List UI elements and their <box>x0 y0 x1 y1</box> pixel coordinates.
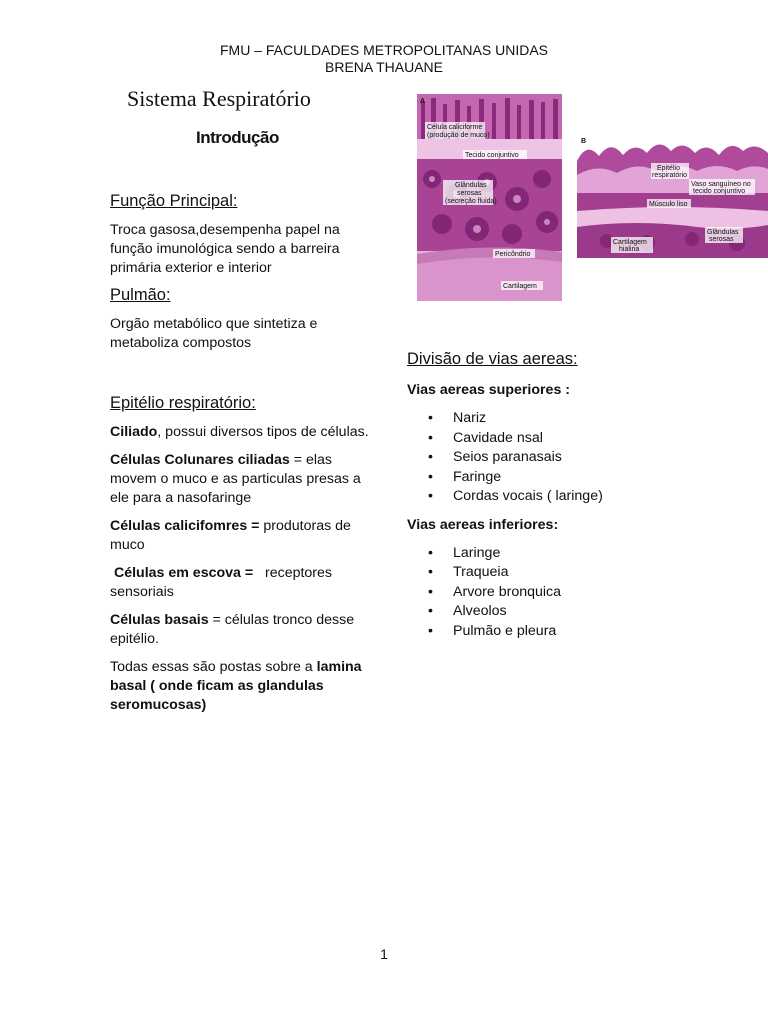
document-title: Sistema Respiratório <box>127 86 311 111</box>
ciliado-paragraph: Ciliado, possui diversos tipos de células. <box>110 424 369 440</box>
histology-image-b <box>577 131 768 258</box>
fig-b-label: respiratório <box>652 172 688 179</box>
fig-a-label: Pericôndrio <box>495 251 531 258</box>
section-vias-aereas <box>407 350 707 641</box>
fig-b-label: Glândulas <box>707 229 739 236</box>
fig-a-label: Glândulas <box>455 182 487 189</box>
fig-b-label: tecido conjuntivo <box>693 188 746 195</box>
fig-a-label: Célula caliciforme <box>427 124 483 131</box>
intro-heading: Introdução <box>196 128 279 147</box>
list-item: • Cordas vocais ( laringe) <box>407 487 707 507</box>
list-item: • Nariz <box>407 409 707 429</box>
epitelio-heading: Epitélio respiratório: <box>110 394 256 412</box>
fig-b-label: hialina <box>619 246 640 253</box>
escova-paragraph: Células em escova = receptores sensoriais <box>110 565 336 600</box>
institution-name: FMU – FACULDADES METROPOLITANAS UNIDAS <box>219 42 548 58</box>
vias-heading: Divisão de vias aereas: <box>407 350 578 368</box>
fig-a-label: (secreção fluida) <box>445 198 497 205</box>
page-number: 1 <box>380 946 388 962</box>
list-item: • Faringe <box>407 468 707 488</box>
fig-b-label: serosas <box>709 236 734 243</box>
list-item: • Seios paranasais <box>407 448 707 468</box>
inferiores-list <box>407 544 707 642</box>
pulmao-heading: Pulmão: <box>110 286 171 304</box>
calici-paragraph: Células calicifomres = produtoras de muco <box>110 518 351 553</box>
fig-a-letter: A <box>420 98 426 105</box>
list-item: • Cavidade nsal <box>407 429 707 449</box>
pulmao-text: Orgão metabólico que sintetiza e metaboliza compostos <box>110 316 318 351</box>
fig-b-label: Vaso sanguíneo no <box>691 181 751 188</box>
histology-image-a <box>417 94 562 301</box>
basais-paragraph: Células basais = células tronco desse epitélio. <box>110 612 355 647</box>
list-item: • Alveolos <box>407 602 707 622</box>
fig-b-label: Epitélio <box>657 165 680 172</box>
superiores-title: Vias aereas superiores : <box>407 382 570 398</box>
todas-paragraph: Todas essas são postas sobre a lamina basal ( onde ficam as glandulas seromucosas) <box>110 659 362 713</box>
inferiores-title: Vias aereas inferiores: <box>407 516 559 533</box>
funcao-text: Troca gasosa,desempenha papel na função imunológica sendo a barreira primária exterior e interior <box>110 222 340 276</box>
list-item: • Arvore bronquica <box>407 583 707 603</box>
funcao-heading: Função Principal: <box>110 192 238 210</box>
fig-a-label: (produção de muco) <box>427 132 490 139</box>
fig-a-label: serosas <box>457 190 482 197</box>
fig-a-label: Tecido conjuntivo <box>465 152 519 159</box>
fig-b-label: Cartilagem <box>613 239 647 246</box>
list-item: • Traqueia <box>407 563 707 583</box>
section-funcao <box>110 192 372 278</box>
list-item: • Pulmão e pleura <box>407 622 707 642</box>
colunares-paragraph: Células Colunares ciliadas = elas movem o muco e as particulas presas a ele para a nasofaringe <box>110 452 361 506</box>
section-epitelio <box>110 394 372 715</box>
superiores-list <box>407 409 707 507</box>
section-pulmao <box>110 286 372 353</box>
author-name: BRENA THAUANE <box>325 59 443 75</box>
list-item: • Laringe <box>407 544 707 564</box>
fig-b-letter: B <box>581 138 587 145</box>
fig-a-label: Cartilagem <box>503 283 537 290</box>
fig-b-label: Músculo liso <box>649 201 688 208</box>
page-header <box>0 42 768 76</box>
